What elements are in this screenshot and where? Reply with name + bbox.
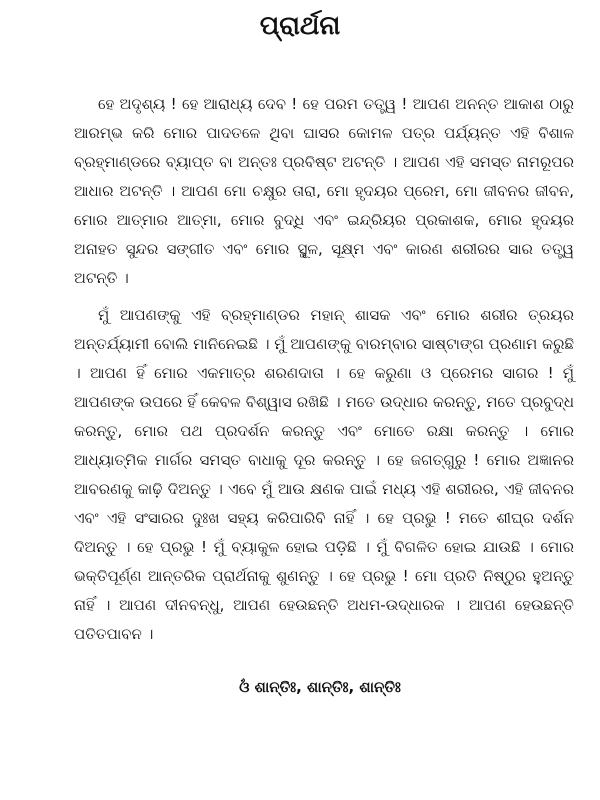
page-title: ପ୍ରାର୍ଥନା: [259, 11, 341, 41]
prayer-body: [74, 90, 574, 649]
paragraph-1: ହେ ଅଦୃଶ୍ୟ ! ହେ ଆରାଧ୍ୟ ଦେବ ! ହେ ପରମ ତତ୍ତ୍ୱ ! ଆପଣ ଅନନ୍ତ ଆକାଶ ଠାରୁ ଆରମ୍ଭ କରି ମୋର ପାଦତଳେ ଥିବା ଘାସର କୋମଳ ପତ୍ର ପର୍ଯ୍ୟନ୍ତ ଏହି ବିଶାଳ ବ୍ରହ୍ମାଣ୍ଡରେ ବ୍ୟାପ୍ତ ବା ଅନ୍ତଃ ପ୍ରବିଷ୍ଟ ଅଟନ୍ତି । ଆପଣ ଏହି ସମସ୍ତ ନାମରୂପର ଆଧାର ଅଟନ୍ତି । ଆପଣ ମୋ ଚକ୍ଷୁର ତାରା, ମୋ ହୃଦୟର ପ୍ରେମ, ମୋ ଜୀବନର ଜୀବନ, ମୋର ଆତ୍ମାର ଆତ୍ମା, ମୋର ବୁଦ୍ଧି ଏବଂ ଇନ୍ଦ୍ରିୟର ପ୍ରକାଶକ, ମୋର ହୃଦୟର ଅନାହତ ସୁନ୍ଦର ସଙ୍ଗୀତ ଏବଂ ମୋର ସ୍ଥୂଳ, ସୂକ୍ଷ୍ମ ଏବଂ କାରଣ ଶରୀରର ସାର ତତ୍ତ୍ୱ ଅଟନ୍ତି ।: [74, 95, 574, 287]
closing-invocation: ଓଁ ଶାନ୍ତିଃ, ଶାନ୍ତିଃ, ଶାନ୍ତିଃ: [239, 678, 401, 696]
paragraph-2: ମୁଁ ଆପଣଙ୍କୁ ଏହି ବ୍ରହ୍ମାଣ୍ଡର ମହାନ୍ ଶାସକ ଏବଂ ମୋର ଶରୀର ତ୍ରୟର ଅନ୍ତର୍ଯ୍ୟାମୀ ବୋଲି ମାନିନେଇଛି । ମୁଁ ଆପଣଙ୍କୁ ବାରମ୍ବାର ସାଷ୍ଟାଙ୍ଗ ପ୍ରଣାମ କରୁଛି । ଆପଣ ହିଁ ମୋର ଏକମାତ୍ର ଶରଣଦାତା । ହେ କରୁଣା ଓ ପ୍ରେମର ସାଗର ! ମୁଁ ଆପଣଙ୍କ ଉପରେ ହିଁ କେବଳ ବିଶ୍ୱାସ ରଖିଛି । ମତେ ଉଦ୍ଧାର କରନ୍ତୁ, ମତେ ପ୍ରବୁଦ୍ଧ କରନ୍ତୁ, ମୋର ପଥ ପ୍ରଦର୍ଶନ କରନ୍ତୁ ଏବଂ ମୋତେ ରକ୍ଷା କରନ୍ତୁ । ମୋର ଆଧ୍ୟାତ୍ମିକ ମାର୍ଗର ସମସ୍ତ ବାଧାକୁ ଦୂର କରନ୍ତୁ । ହେ ଜଗତ୍‌ଗୁରୁ ! ମୋର ଅଜ୍ଞାନର ଆବରଣକୁ କାଢ଼ି ଦିଅନ୍ତୁ । ଏବେ ମୁଁ ଆଉ କ୍ଷଣକ ପାଇଁ ମଧ୍ୟ ଏହି ଶରୀରର, ଏହି ଜୀବନର ଏବଂ ଏହି ସଂସାରର ଦୁଃଖ ସହ୍ୟ କରିପାରିବି ନାହିଁ । ହେ ପ୍ରଭୁ ! ମତେ ଶୀଘ୍ର ଦର୍ଶନ ଦିଅନ୍ତୁ । ହେ ପ୍ରଭୁ ! ମୁଁ ବ୍ୟାକୁଳ ହୋଇ ପଡ଼ିଛି । ମୁଁ ବିଗଳିତ ହୋଇ ଯାଉଛି । ମୋର ଭକ୍ତିପୂର୍ଣ୍ଣ ଆନ୍ତରିକ ପ୍ରାର୍ଥନାକୁ ଶୁଣନ୍ତୁ । ହେ ପ୍ରଭୁ ! ମୋ ପ୍ରତି ନିଷ୍ଠୁର ହୁଅନ୍ତୁ ନାହିଁ । ଆପଣ ଦୀନବନ୍ଧୁ, ଆପଣ ହେଉଛନ୍ତି ଅଧମ-ଉଦ୍ଧାରକ । ଆପଣ ହେଉଛନ୍ତି ପତିତପାବନ ।: [74, 306, 574, 643]
